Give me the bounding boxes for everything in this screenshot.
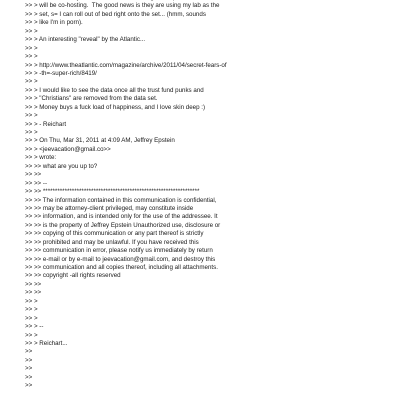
email-line: >> > I would like to see the data once all the trust fund punks and	[25, 86, 204, 94]
email-line: >> >> --	[25, 179, 48, 187]
email-line: >> >	[25, 314, 38, 322]
email-line: >> >	[25, 112, 38, 120]
email-line: >>	[25, 348, 33, 356]
email-line: >> > set, s= I can roll out of bed right onto the set... (hmm, sounds	[25, 10, 206, 18]
email-line: >> >> may be attorney-client privileged, may constitute inside	[25, 204, 194, 212]
email-line: >> >> copyright -all rights reserved	[25, 272, 121, 280]
email-line: >> > On Thu, Mar 31, 2011 at 4:09 AM, Jeffrey Epstein	[25, 137, 175, 145]
email-line: >> >> information, and is intended only for the use of the addressee. It	[25, 213, 218, 221]
email-line: >> > http://www.theatlantic.com/magazine/archive/2011/04/secret-fears-of	[25, 61, 227, 69]
email-line: >> >>	[25, 289, 42, 297]
email-line: >> >	[25, 297, 38, 305]
email-line: >> >> *****************************************************************	[25, 188, 200, 196]
email-line: >> > Reichart...	[25, 339, 68, 347]
email-line: >> >> what are you up to?	[25, 162, 98, 170]
email-line: >> >	[25, 78, 38, 86]
email-line: >> >	[25, 53, 38, 61]
email-line: >> >>	[25, 280, 42, 288]
email-line: >> >> The information contained in this communication is confidential,	[25, 196, 217, 204]
email-line: >> > --	[25, 323, 44, 331]
email-line: >> >	[25, 129, 38, 136]
email-line: >>	[25, 365, 33, 373]
email-line: >> > "Christians" are removed from the data set.	[25, 95, 158, 103]
email-line: >> >	[25, 331, 38, 339]
email-line: >> > <jeevacation@gmail.co>>	[25, 145, 111, 153]
email-line: >> >>	[25, 171, 42, 179]
email-line: >> > -th=-super-rich/8419/	[25, 69, 97, 77]
email-line: >> >> prohibited and may be unlawful. If you have received this	[25, 238, 199, 246]
email-line: >>	[25, 382, 33, 390]
email-line: >> >> copying of this communication or any part thereof is strictly	[25, 230, 204, 238]
email-line: >> > - Reichart	[25, 120, 67, 128]
email-body	[25, 0, 397, 391]
email-line: >>	[25, 356, 33, 364]
email-line: >> >> communication and all copies thereof, including all attachments.	[25, 264, 218, 271]
email-line: >> >	[25, 27, 38, 35]
email-line: >> > Money buys a fuck load of happiness, and I love skin deep :)	[25, 103, 206, 111]
email-line: >> >> is the property of Jeffrey Epstein Unauthorized use, disclosure or	[25, 221, 221, 229]
email-line: >> > An interesting "reveal" by the Atlantic...	[25, 36, 146, 44]
email-line: >> >> e-mail or by e-mail to jeevacation@gmail.com, and destroy this	[25, 255, 216, 263]
email-line: >> > like I'm in porn).	[25, 19, 83, 27]
email-line: >> > will be co-hosting. The good news is they are using my lab as the	[25, 2, 220, 10]
email-line: >>	[25, 373, 33, 381]
email-line: >> > wrote:	[25, 154, 57, 162]
email-line: >> >	[25, 306, 38, 314]
email-line: >> >> communication in error, please notify us immediately by return	[25, 247, 213, 255]
email-line: >> >	[25, 44, 38, 52]
